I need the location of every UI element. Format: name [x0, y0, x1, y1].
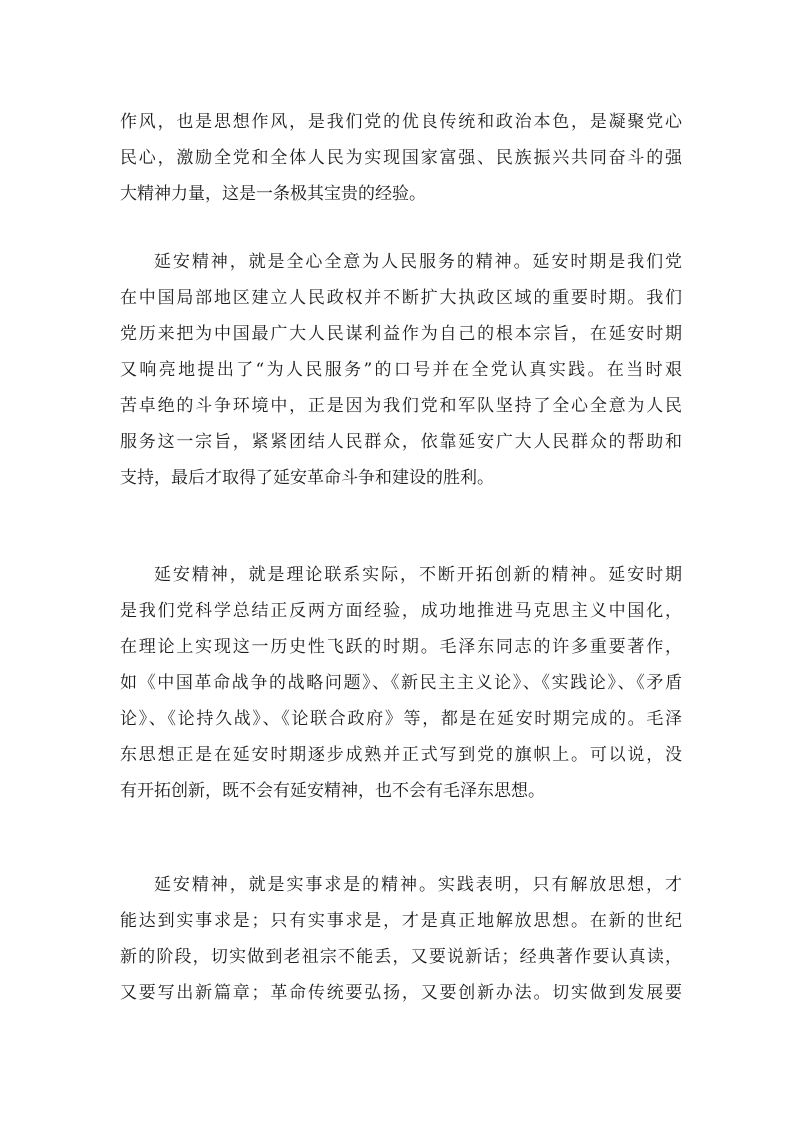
- paragraph-line: 又要写出新篇章；革命传统要弘扬，又要创新办法。切实做到发展要: [120, 983, 682, 1003]
- paragraph-4: [120, 867, 682, 1011]
- paragraph-line: 苦卓绝的斗争环境中，正是因为我们党和军队坚持了全心全意为人民: [120, 396, 682, 416]
- paragraph-line: 如《中国革命战争的战略问题》、《新民主主义论》、《实践论》、《矛盾: [120, 673, 682, 693]
- paragraph-line: 延安精神，就是理论联系实际，不断开拓创新的精神。延安时期: [154, 565, 682, 585]
- paragraph-line: 论》、《论持久战》、《论联合政府》等，都是在延安时期完成的。毛泽: [120, 709, 682, 729]
- paragraph-line: 在理论上实现这一历史性飞跃的时期。毛泽东同志的许多重要著作，: [120, 637, 682, 657]
- paragraph-line: 东思想正是在延安时期逐步成熟并正式写到党的旗帜上。可以说，没: [120, 745, 682, 765]
- paragraph-line: 有开拓创新，既不会有延安精神，也不会有毛泽东思想。: [120, 781, 545, 801]
- paragraph-line: 能达到实事求是；只有实事求是，才是真正地解放思想。在新的世纪: [120, 911, 682, 931]
- paragraph-line: 又响亮地提出了“为人民服务”的口号并在全党认真实践。在当时艰: [120, 360, 682, 380]
- paragraph-2: [120, 244, 682, 496]
- paragraph-line: 延安精神，就是实事求是的精神。实践表明，只有解放思想，才: [154, 875, 682, 895]
- paragraph-line: 大精神力量，这是一条极其宝贵的经验。: [120, 184, 426, 204]
- paragraph-line: 新的阶段，切实做到老祖宗不能丢，又要说新话；经典著作要认真读，: [120, 947, 682, 967]
- paragraph-1: [120, 104, 682, 212]
- paragraph-line: 服务这一宗旨，紧紧团结人民群众，依靠延安广大人民群众的帮助和: [120, 432, 682, 452]
- paragraph-line: 支持，最后才取得了延安革命斗争和建设的胜利。: [120, 468, 494, 488]
- paragraph-line: 延安精神，就是全心全意为人民服务的精神。延安时期是我们党: [154, 252, 682, 272]
- paragraph-line: 作风，也是思想作风，是我们党的优良传统和政治本色，是凝聚党心: [120, 112, 682, 132]
- paragraph-line: 是我们党科学总结正反两方面经验，成功地推进马克思主义中国化，: [120, 601, 682, 621]
- paragraph-3: [120, 557, 682, 809]
- paragraph-line: 党历来把为中国最广大人民谋利益作为自己的根本宗旨，在延安时期: [120, 324, 682, 344]
- paragraph-line: 民心，激励全党和全体人民为实现国家富强、民族振兴共同奋斗的强: [120, 148, 682, 168]
- paragraph-line: 在中国局部地区建立人民政权并不断扩大执政区域的重要时期。我们: [120, 288, 682, 308]
